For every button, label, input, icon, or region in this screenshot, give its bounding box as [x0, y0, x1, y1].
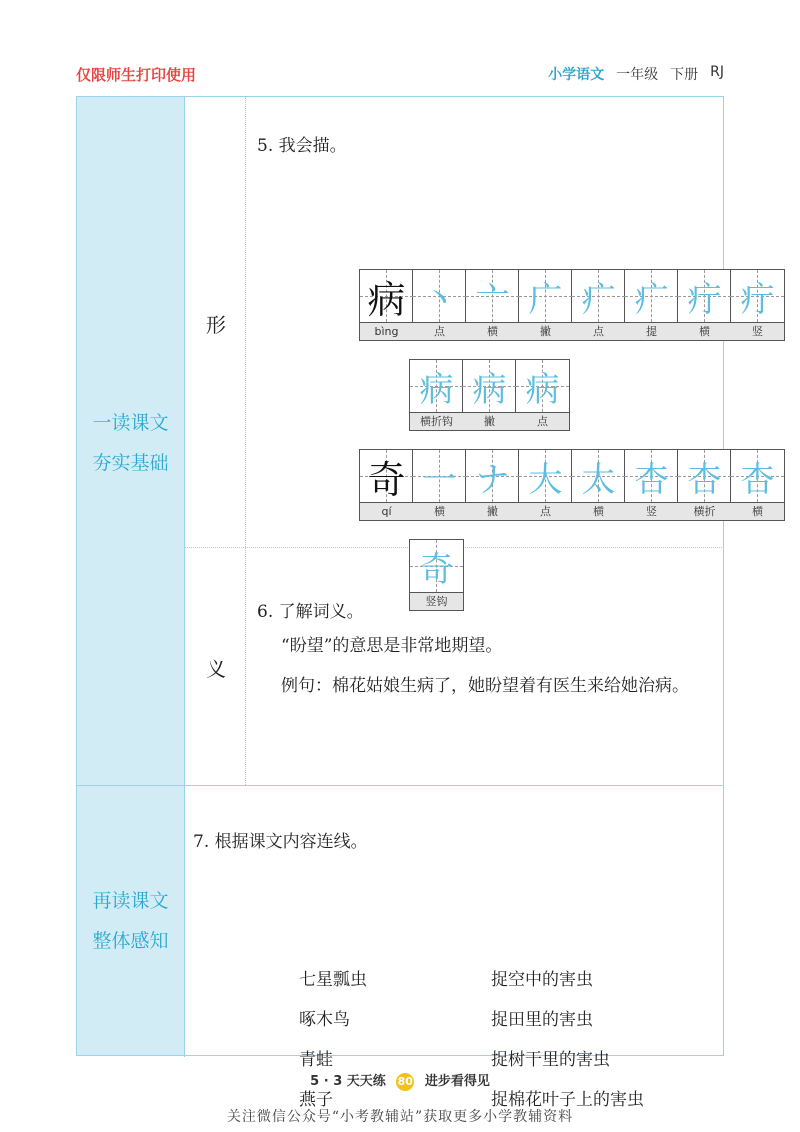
trace-character: 丶 [422, 279, 457, 320]
stroke-name-label: 撇 [519, 322, 572, 340]
footer-slogan: 进步看得见 [424, 1074, 490, 1089]
stroke-name-label: 撇 [466, 502, 519, 520]
stroke-name-label: 竖 [625, 502, 678, 520]
trace-cell[interactable] [678, 270, 731, 340]
model-character: 病 [367, 277, 406, 322]
match-right-item[interactable]: 捉树干里的害虫 [491, 1050, 610, 1070]
page-footer [0, 1070, 800, 1091]
trace-character: 杏 [740, 459, 775, 500]
trace-cell[interactable] [413, 450, 466, 520]
sidebar [77, 97, 184, 1055]
stroke-name-label: 点 [519, 502, 572, 520]
category-column [184, 97, 246, 785]
trace-character: 疔 [740, 279, 775, 320]
edition-label: RJ [710, 64, 724, 80]
trace-character: 病 [419, 369, 454, 410]
match-left-item[interactable]: 燕子 [299, 1090, 333, 1110]
grade-label: 一年级 [616, 67, 659, 83]
trace-cell[interactable] [466, 450, 519, 520]
trace-cell[interactable] [516, 360, 569, 430]
stroke-name-label: 横 [413, 502, 466, 520]
question-6-title: 6. 了解词义。 [257, 602, 364, 622]
meaning-label: 义 [206, 657, 226, 681]
pinyin-label: bìng [360, 322, 413, 340]
trace-character: 奇 [419, 549, 454, 590]
example-sentence: 例句：棉花姑娘生病了，她盼望着有医生来给她治病。 [281, 676, 689, 696]
stroke-name-label: 横 [466, 322, 519, 340]
trace-cell[interactable] [466, 270, 519, 340]
stroke-name-label: 点 [572, 322, 625, 340]
trace-character: 广 [528, 279, 563, 320]
trace-cell[interactable] [572, 270, 625, 340]
trace-cell[interactable] [625, 450, 678, 520]
trace-character: 太 [581, 459, 616, 500]
section2-title: 再读课文 整体感知 [92, 890, 169, 952]
trace-cell[interactable] [625, 270, 678, 340]
stroke-name-label: 点 [516, 412, 569, 430]
footer-brand: 5 · 3 天天练 [310, 1074, 386, 1089]
word-meaning: “盼望”的意思是非常地期望。 [281, 636, 503, 656]
stroke-name-label: 横 [572, 502, 625, 520]
stroke-name-label: 横 [678, 322, 731, 340]
question-5-title: 5. 我会描。 [257, 136, 347, 156]
trace-cell[interactable] [678, 450, 731, 520]
stroke-strip-qi [359, 449, 785, 521]
model-character: 奇 [367, 457, 406, 502]
stroke-strip-bing-cont [409, 359, 570, 431]
match-right-item[interactable]: 捉田里的害虫 [491, 1010, 593, 1030]
stroke-name-label: 提 [625, 322, 678, 340]
subject-label: 小学语文 [548, 67, 605, 83]
question-7-title: 7. 根据课文内容连线。 [193, 832, 368, 852]
match-left-item[interactable]: 啄木鸟 [299, 1010, 350, 1030]
stroke-name-label: 竖 [731, 322, 784, 340]
trace-cell[interactable] [519, 270, 572, 340]
section1-title: 一读课文 夯实基础 [92, 412, 169, 474]
trace-cell[interactable] [410, 360, 463, 430]
form-label: 形 [206, 313, 226, 337]
trace-cell[interactable] [519, 450, 572, 520]
page-number: 80 [396, 1073, 414, 1091]
trace-character: 大 [528, 459, 563, 500]
stroke-strip-bing [359, 269, 785, 341]
trace-cell[interactable] [413, 270, 466, 340]
trace-cell[interactable] [731, 270, 784, 340]
pinyin-label: qí [360, 502, 413, 520]
match-right-item[interactable]: 捉空中的害虫 [491, 970, 593, 990]
trace-cell[interactable] [410, 540, 463, 610]
trace-character: 疒 [634, 279, 669, 320]
match-left-item[interactable]: 青蛙 [299, 1050, 333, 1070]
model-character-cell [360, 450, 413, 520]
trace-character: 亠 [475, 279, 510, 320]
stroke-name-label: 点 [413, 322, 466, 340]
print-notice: 仅限师生打印使用 [76, 66, 197, 84]
stroke-name-label: 撇 [463, 412, 516, 430]
trace-character: 病 [472, 369, 507, 410]
trace-character: 一 [422, 459, 457, 500]
volume-label: 下册 [670, 67, 699, 83]
trace-cell[interactable] [463, 360, 516, 430]
match-right-item[interactable]: 捉棉花叶子上的害虫 [491, 1090, 644, 1110]
trace-character: 疒 [581, 279, 616, 320]
model-character-cell [360, 270, 413, 340]
stroke-strip-qi-cont [409, 539, 464, 611]
trace-character: 杏 [687, 459, 722, 500]
match-left-item[interactable]: 七星瓢虫 [299, 970, 367, 990]
trace-cell[interactable] [572, 450, 625, 520]
trace-character: 疔 [687, 279, 722, 320]
stroke-name-label: 横折钩 [410, 412, 463, 430]
trace-character: 病 [525, 369, 560, 410]
book-info [548, 64, 724, 84]
stroke-name-label: 横 [731, 502, 784, 520]
trace-character: ナ [475, 459, 510, 500]
stroke-name-label: 横折 [678, 502, 731, 520]
wechat-note: 关注微信公众号“小考教辅站”获取更多小学教辅资料 [226, 1109, 574, 1125]
trace-character: 杏 [634, 459, 669, 500]
trace-cell[interactable] [731, 450, 784, 520]
stroke-name-label: 竖钩 [410, 592, 463, 610]
